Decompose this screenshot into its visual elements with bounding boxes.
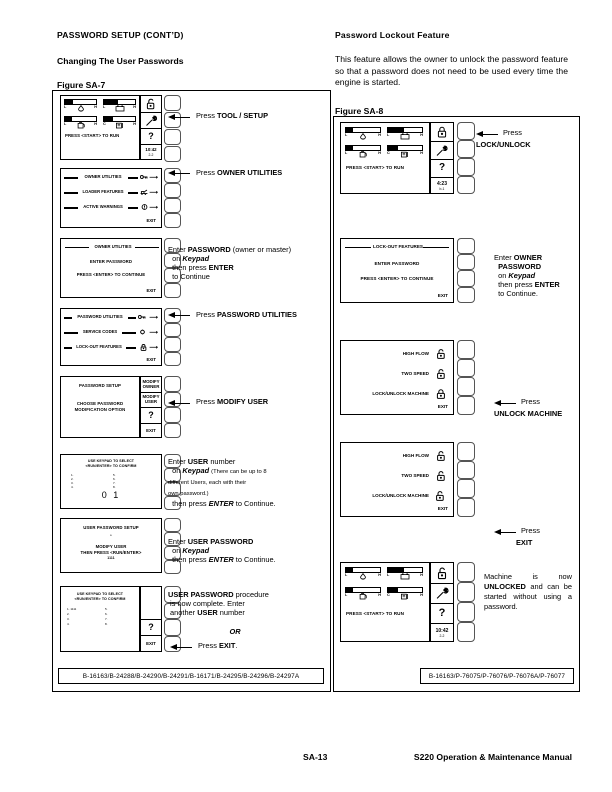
user-list-col-1: 1. 2. 3. 4. [71,473,74,489]
arrow-right-icon: ⟶ [149,189,158,196]
callout-note-r1-line1: Press [503,128,522,137]
lcd-exit-label: EXIT [437,506,448,511]
softkey-exit[interactable] [141,424,161,439]
softkey-help[interactable] [141,129,161,145]
hydraulic-oil-icon [115,122,125,129]
softkey-button-3[interactable] [457,270,475,286]
lcd-cursor: * [110,534,112,538]
callout-note-7: Enter USER PASSWORD on Keypad then press ENTER to Continue. [168,537,276,565]
menu-row-password-utilities[interactable] [64,314,158,321]
lcd-line-1: MODIFY USER [95,544,127,549]
footer-manual-title: S220 Operation & Maintenance Manual [413,752,572,762]
softkey-button-2[interactable] [457,359,475,378]
softkey-help[interactable] [431,160,453,178]
lcd-screen [340,122,430,194]
lcd-prompt: PRESS <START> TO RUN [346,611,404,616]
lcd-softkey-column [430,122,454,194]
softkey-tool-setup[interactable] [141,113,161,129]
unlock-icon [436,471,447,481]
softkey-tool-setup[interactable] [431,584,453,604]
key-icon [140,174,148,180]
softkey-clock[interactable] [141,145,161,161]
user-list-col-1: 1. 1111 2. 3. 4. [67,607,77,626]
engine-coolant-icon [359,573,368,580]
lcd-softkey-column [140,95,162,160]
softkey-button-2[interactable] [164,323,181,338]
softkey-button-1[interactable] [457,122,475,140]
softkey-button-2[interactable] [457,140,475,158]
unlock-icon [437,567,448,580]
lcd-exit-label: EXIT [146,288,156,293]
lcd-line-1: CHOOSE PASSWORD [76,401,124,406]
menu-label: LOCK/UNLOCK MACHINE [372,493,429,498]
lock-icon [140,344,147,351]
softkey-blank-2[interactable] [141,604,161,620]
softkey-button-1[interactable] [164,518,181,532]
gauge-label-high: H [420,151,423,156]
callout-note-8-or: OR [229,627,241,636]
lcd-exit-label: EXIT [437,404,448,409]
softkey-exit[interactable] [141,636,161,653]
softkey-button-4[interactable] [164,423,181,439]
softkey-lock[interactable] [431,123,453,142]
clock-value: 10:42 [145,147,157,153]
menu-label: LOCK/UNLOCK MACHINE [372,391,429,396]
gauge-label-high: H [378,151,381,156]
lcd-screen [340,340,454,415]
lcd-line-3: 1111 [107,556,115,560]
loader-icon [140,189,148,195]
gauge-label-high: H [133,105,136,110]
callout-arrow-r4 [494,529,516,536]
menu-label: LOCK-OUT FEATURES [76,344,122,350]
fuel-icon [359,151,368,158]
engine-coolant-icon [76,105,85,112]
gear-icon [139,329,146,335]
menu-exit-label: EXIT [146,218,156,223]
lcd-line-2: MODIFICATION OPTION [74,407,126,412]
softkey-button-4[interactable] [164,213,181,228]
callout-arrow-1 [168,114,190,121]
menu-row-lock-out-features[interactable] [64,344,158,351]
lcd-title-bar [65,244,157,250]
warning-icon [141,204,148,210]
softkey-button-1[interactable] [457,442,475,461]
lcd-title-1: USE KEYPAD TO SELECT [76,592,124,596]
callout-arrow-5 [168,400,190,407]
clock-sub: 2-2 [439,633,445,638]
unlock-icon [435,491,446,501]
question-mark-icon: ? [438,607,446,620]
gauge-label-cold: C [103,122,106,127]
page-title: PASSWORD SETUP (CONT’D) [57,30,184,40]
user-list-col-2: 5. 6. 7. 8. [113,473,116,489]
menu-label: LOADER FEATURES [82,189,124,195]
callout-arrow-r1 [476,131,498,138]
right-section-title: Password Lockout Feature [335,30,450,40]
lcd-screen [60,168,162,228]
lcd-line-1: ENTER PASSWORD [374,261,420,266]
softkey-button-2[interactable] [457,254,475,270]
callout-note-8: USER PASSWORD procedure is now complete. Enter another USER number [168,590,269,618]
softkey-button-4[interactable] [457,287,475,303]
lcd-prompt: PRESS <START> TO RUN [346,165,404,170]
softkey-button-1[interactable] [164,95,181,111]
softkey-button-3[interactable] [164,198,181,213]
unlock-icon [436,369,447,379]
softkey-button-4[interactable] [164,283,181,298]
hydraulic-oil-icon [400,151,410,158]
figure-sa8-caption: B-16163/P-76075/P-76076/P-76076A/P-76077 [420,668,574,684]
callout-arrow-4 [168,312,190,319]
fuel-icon [359,593,368,600]
lcd-screen [60,454,162,509]
callout-note-r3-line1: Press [521,397,540,406]
softkey-button-1[interactable] [457,238,475,254]
lcd-screen [340,238,454,303]
menu-row-owner-utilities[interactable] [64,174,158,181]
softkey-button-4[interactable] [457,396,475,415]
softkey-button-3[interactable] [164,619,181,636]
lcd-title: PASSWORD SETUP [79,383,121,388]
softkey-button-4[interactable] [457,176,475,194]
gauge-label-low: L [345,573,348,578]
lcd-line-1: ENTER PASSWORD [89,259,133,264]
softkey-help[interactable] [141,620,161,636]
softkey-clock[interactable] [431,624,453,643]
menu-label: TWO SPEED [401,371,429,376]
lcd-screen [60,376,140,438]
gauge-label-low: L [387,133,390,138]
gauge-label-high: H [133,122,136,127]
lcd-title-bar [345,244,449,250]
lcd-title: LOCK-OUT FEATURES [373,244,423,250]
user-list-col-2: 5. 6. 7. 8. [105,607,108,626]
lcd-exit-label: EXIT [437,293,448,298]
softkey-button-2[interactable] [457,461,475,480]
callout-note-r4-line1: Press [521,526,540,535]
menu-row-active-warnings[interactable] [64,204,158,211]
figure-sa7-caption: B-16163/B-24288/B-24290/B-24291/B-16171/B-24295/B-24296/B-24297A [58,668,324,684]
softkey-button-2[interactable] [164,183,181,198]
softkey-button-3[interactable] [457,377,475,396]
menu-exit-label: EXIT [146,357,156,362]
callout-note-r1-line2: LOCK/UNLOCK [476,140,531,149]
figure-label-left: Figure SA-7 [57,80,106,90]
softkey-button-4[interactable] [164,146,181,162]
question-mark-icon: ? [438,162,446,174]
lcd-screen [60,238,162,298]
arrow-right-icon: ⟶ [149,344,158,351]
battery-icon [400,133,410,140]
callout-note-2: Press OWNER UTILITIES [196,168,283,177]
menu-label: PASSWORD UTILITIES [77,314,123,320]
lcd-softkey-column [140,586,162,652]
softkey-label: MODIFY USER [142,394,160,404]
softkey-button-1[interactable] [457,562,475,582]
callout-arrow-8 [170,644,192,651]
arrow-right-icon: ⟶ [149,314,158,321]
softkey-button-4[interactable] [457,622,475,642]
clock-value: 10:42 [435,627,449,634]
gauge-label-low: L [103,105,106,110]
menu-label: HIGH FLOW [402,351,429,356]
menu-label: SERVICE CODES [82,329,118,335]
softkey-modify-user[interactable] [141,393,161,408]
menu-row-loader-features[interactable] [64,189,158,196]
gauge-label-cold: C [387,151,390,156]
gauge-label-low: L [387,573,390,578]
unlock-icon [436,349,447,359]
softkey-label: EXIT [146,641,156,647]
softkey-label: EXIT [146,428,156,434]
lcd-screen [60,586,140,652]
menu-label: HIGH FLOW [402,453,429,458]
softkey-button-3[interactable] [457,602,475,622]
lcd-screen [60,95,140,160]
callout-note-r3-line2: UNLOCK MACHINE [494,409,563,418]
softkey-unlock[interactable] [141,96,161,113]
menu-label: OWNER UTILITIES [84,174,122,180]
footer-page-number: SA-13 [303,752,328,762]
lcd-screen [60,308,162,366]
gauge-label-high: H [378,593,381,598]
softkey-unlock[interactable] [431,563,453,584]
gauge-label-low: L [345,593,348,598]
lcd-title-1: USE KEYPAD TO SELECT [87,459,135,463]
menu-label: TWO SPEED [401,473,429,478]
softkey-button-3[interactable] [164,407,181,423]
softkey-button-4[interactable] [164,352,181,367]
question-mark-icon: ? [148,410,154,421]
lcd-screen [340,562,430,642]
wrench-icon [145,115,158,127]
right-section-paragraph: This feature allows the owner to unlock the password feature so that a password does not need to be used every time the engine is started. [335,54,568,88]
gauge-label-high: H [420,593,423,598]
lcd-line-2: PRESS <ENTER> TO CONTINUE [360,276,434,281]
lcd-screen [60,518,162,573]
user-number-value: 0 1 [101,490,121,500]
softkey-button-3[interactable] [457,479,475,498]
clock-value: 4:23 [436,180,447,187]
lcd-prompt: PRESS <START> TO RUN [65,133,120,138]
engine-coolant-icon [359,133,368,140]
softkey-modify-owner[interactable] [141,377,161,393]
fuel-icon [76,122,85,129]
lcd-title-2: <RUN/ENTER> TO CONFIRM [74,597,126,601]
softkey-help[interactable] [431,604,453,624]
battery-icon [400,573,410,580]
softkey-label: MODIFY OWNER [142,378,160,389]
callout-note-5: Press MODIFY USER [196,397,269,406]
softkey-button-3[interactable] [457,158,475,176]
callout-note-4: Press PASSWORD UTILITIES [196,310,297,319]
softkey-button-2[interactable] [457,582,475,602]
callout-note-r2: Enter OWNER PASSWORD on Keypad then press ENTER to Continue. [494,253,560,299]
lock-icon [436,389,446,399]
lcd-softkey-column [430,562,454,642]
clock-sub: b-1 [439,186,445,191]
lcd-title: USER PASSWORD SETUP [83,525,139,530]
clock-sub: 2-2 [148,153,154,157]
lcd-screen [340,442,454,517]
callout-note-6: Enter USER number on Keypad (There can be up to 8 different Users, each with their own password.) then press ENTER to Continue. [168,457,276,509]
softkey-button-4[interactable] [457,498,475,517]
gauge-label-cold: C [387,593,390,598]
lcd-softkey-column [140,376,162,438]
gauge-label-low: L [64,122,67,127]
callout-arrow-2 [168,170,190,177]
callout-note-1: Press TOOL / SETUP [196,111,269,120]
callout-note-r5: Machine is now UNLOCKED and can be started without using a password. [484,572,572,611]
softkey-tool-setup[interactable] [431,142,453,160]
wrench-icon [435,145,449,157]
arrow-right-icon: ⟶ [149,329,158,336]
softkey-button-3[interactable] [164,129,181,145]
arrow-right-icon: ⟶ [149,204,158,211]
hydraulic-oil-icon [400,593,410,600]
softkey-button-1[interactable] [457,340,475,359]
callout-note-r4-line2: EXIT [516,538,533,547]
gauge-label-low: L [64,105,67,110]
callout-note-8-exit: Press EXIT. [198,641,238,650]
question-mark-icon: ? [148,131,154,142]
battery-icon [115,105,125,112]
gauge-label-low: L [345,151,348,156]
menu-label: ACTIVE WARNINGS [83,204,123,210]
callout-note-3: Enter PASSWORD (owner or master) on Keypad then press ENTER to Continue [168,245,292,282]
wrench-icon [435,587,450,600]
softkey-help[interactable] [141,408,161,424]
gauge-label-low: L [345,133,348,138]
softkey-blank-1[interactable] [141,587,161,604]
gauge-label-high: H [378,133,381,138]
question-mark-icon: ? [148,622,154,633]
lcd-line-2: THEN PRESS <RUN/ENTER> [80,550,142,555]
lcd-line-2: PRESS <ENTER> TO CONTINUE [76,272,146,277]
unlock-icon [146,98,156,110]
softkey-button-3[interactable] [164,337,181,352]
section-subtitle: Changing The User Passwords [57,56,184,66]
gauge-label-high: H [378,573,381,578]
gauge-label-high: H [94,105,97,110]
gauge-label-high: H [420,573,423,578]
gauge-label-high: H [420,133,423,138]
figure-label-right: Figure SA-8 [335,106,384,116]
menu-row-service-codes[interactable] [64,329,158,336]
arrow-right-icon: ⟶ [149,174,158,181]
callout-arrow-r3 [494,400,516,407]
lcd-title: OWNER UTILITIES [94,244,132,250]
unlock-icon [436,451,447,461]
key-icon [138,314,146,320]
softkey-clock[interactable] [431,178,453,195]
lock-icon [437,126,447,138]
gauge-label-high: H [94,122,97,127]
softkey-button-1[interactable] [164,376,181,392]
lcd-title-2: <RUN/ENTER> TO CONFIRM [85,464,137,468]
